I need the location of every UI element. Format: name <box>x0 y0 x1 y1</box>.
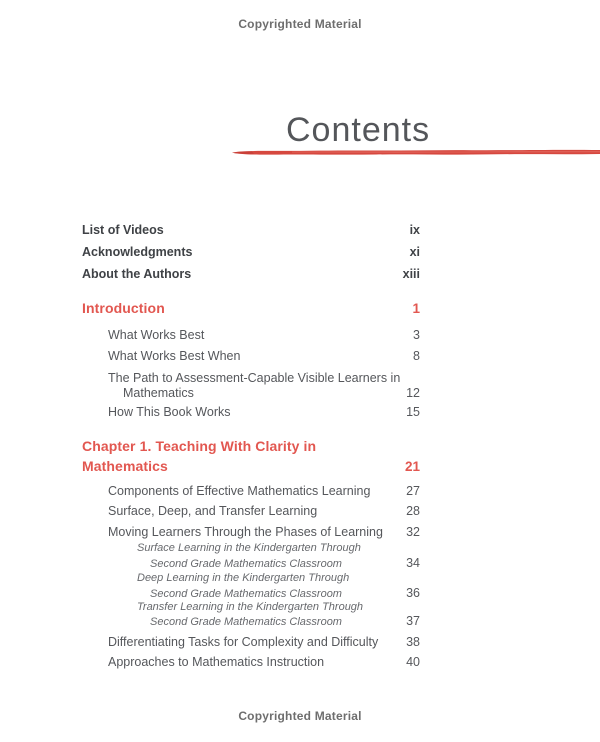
toc-label: What Works Best When <box>108 349 241 363</box>
toc-label: Mathematics <box>123 386 194 400</box>
toc-row <box>82 571 420 586</box>
toc-row <box>82 266 420 282</box>
toc-label: Acknowledgments <box>82 245 193 259</box>
toc-row <box>82 654 420 670</box>
toc-label: Surface Learning in the Kindergarten Through <box>137 542 361 554</box>
toc-row <box>82 244 420 260</box>
toc-label: How This Book Works <box>108 405 231 419</box>
toc-label: List of Videos <box>82 223 164 237</box>
toc-row <box>82 299 420 318</box>
toc-label: Approaches to Mathematics Instruction <box>108 655 325 669</box>
toc-row <box>82 600 420 615</box>
toc-label: Surface, Deep, and Transfer Learning <box>108 504 318 518</box>
toc-row <box>82 541 420 556</box>
toc-page-number: 3 <box>413 328 420 342</box>
toc-label: Mathematics <box>82 458 168 474</box>
toc-page-number: 34 <box>406 556 420 570</box>
toc-page-number: 8 <box>413 349 420 363</box>
toc-page-number: 36 <box>406 586 420 600</box>
toc-page-number: xiii <box>402 267 420 281</box>
toc-label: Second Grade Mathematics Classroom <box>150 616 342 628</box>
toc-page-number: ix <box>409 223 420 237</box>
copyright-notice-bottom: Copyrighted Material <box>238 709 362 723</box>
copyright-notice-top: Copyrighted Material <box>238 17 362 31</box>
toc-row <box>82 222 420 238</box>
toc-page-number: 37 <box>406 614 420 628</box>
toc-page-number: 38 <box>406 635 420 649</box>
toc-label: Moving Learners Through the Phases of Learning <box>108 525 383 539</box>
toc-row <box>82 614 420 630</box>
toc-page-number: 21 <box>404 459 420 474</box>
toc-row <box>82 457 420 476</box>
toc-row <box>82 385 420 401</box>
toc-page-number: 32 <box>406 525 420 539</box>
brush-underline <box>232 145 600 159</box>
toc-label: About the Authors <box>82 267 192 281</box>
toc-page-number: 15 <box>406 405 420 419</box>
toc-label: Introduction <box>82 300 165 316</box>
toc-page-number: 1 <box>412 301 420 316</box>
toc-row <box>82 327 420 343</box>
toc-label: Deep Learning in the Kindergarten Through <box>137 572 350 584</box>
toc-row <box>82 437 420 455</box>
toc-label: Chapter 1. Teaching With Clarity in <box>82 438 317 454</box>
toc-page-number: 27 <box>406 484 420 498</box>
toc-page-number: 40 <box>406 655 420 669</box>
toc-row <box>82 483 420 499</box>
toc-page-number: xi <box>409 245 420 259</box>
toc-label: Components of Effective Mathematics Learning <box>108 484 371 498</box>
toc-page-number: 28 <box>406 504 420 518</box>
toc-label: Transfer Learning in the Kindergarten Through <box>137 601 364 613</box>
toc-page-number: 12 <box>406 386 420 400</box>
toc-label: The Path to Assessment-Capable Visible Learners in <box>108 371 401 385</box>
toc-label: Differentiating Tasks for Complexity and Difficulty <box>108 635 379 649</box>
toc-row <box>82 404 420 420</box>
toc-row <box>82 556 420 572</box>
toc-row <box>82 524 420 540</box>
page-title: Contents <box>286 111 431 149</box>
toc-row <box>82 348 420 364</box>
toc-row <box>82 503 420 519</box>
toc-label: Second Grade Mathematics Classroom <box>150 588 342 600</box>
toc-row <box>82 634 420 650</box>
toc-label: Second Grade Mathematics Classroom <box>150 558 342 570</box>
toc-row <box>82 370 420 386</box>
toc-label: What Works Best <box>108 328 205 342</box>
